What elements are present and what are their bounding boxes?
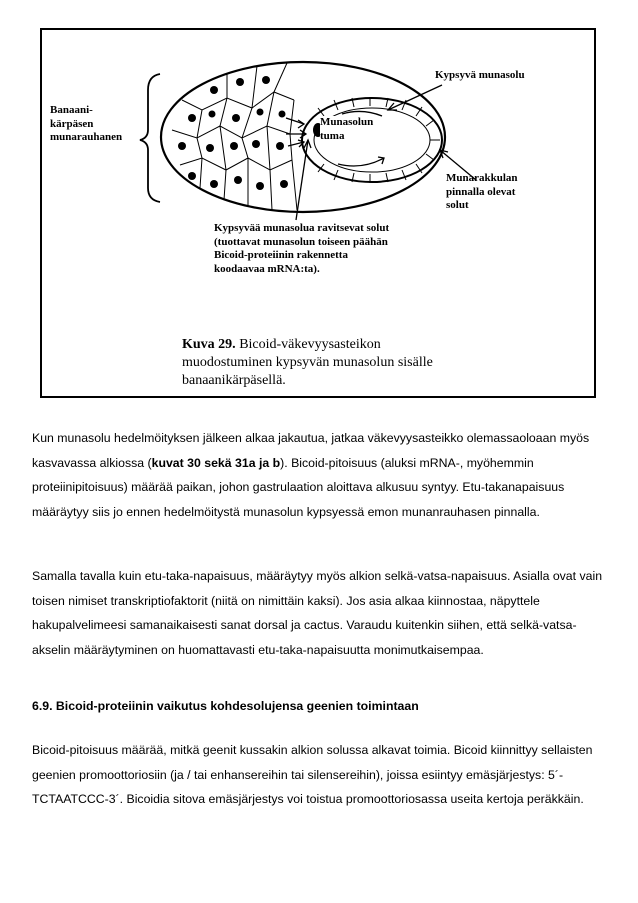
label-nucleus: Munasolun tuma bbox=[320, 116, 374, 142]
label-nurse-cells: Kypsyvää munasolua ravitsevat solut (tuottavat munasolun toiseen päähän Bicoid-proteiinin rakennetta koodaavaa mRNA:ta). bbox=[214, 222, 390, 275]
caption-text: Bicoid-väkevyysasteikon muodostuminen kypsyvän munasolun sisälle banaanikärpäsellä. bbox=[182, 337, 433, 388]
paragraph-3: Bicoid-pitoisuus määrää, mitkä geenit kussakin alkion solussa alkavat toimia. Bicoid kiinnittyy sellaisten geenien promoottoriosiin (ja / tai enhansereihin tai silensereihin), joissa esiintyy emäsjärjestys: 5´-TCTAATCCC-3´. Bicoidia sitova emäsjärjestys voi toistua promoottoriosassa useita kertoja peräkkäin. bbox=[32, 743, 593, 806]
figure-reference: kuvat 30 sekä 31a ja b bbox=[151, 455, 281, 470]
nurse-cell-walls bbox=[172, 63, 297, 210]
figure-caption bbox=[182, 336, 442, 390]
label-follicle-cells: Munarakkulan pinnalla olevat solut bbox=[446, 172, 518, 211]
paragraph-2: Samalla tavalla kuin etu-taka-napaisuus, määräytyy myös alkion selkä-vatsa-napaisuus. Asialla ovat vain toisen nimiset transkriptiofaktorit (niitä on nimittäin kaksi). Jos asia alkaa kiinnostaa, näpyttele hakupalvelimeesi samanaikaisesti sanat dorsal ja cactus. Varaudu kuitenkin siihen, että selkä-vatsa-akselin määräytyminen on huomattavasti etu-taka-napaisuutta monimutkaisempaa. bbox=[32, 569, 603, 657]
label-banana-fly-ovary: Banaani- kärpäsen munarauhanen bbox=[50, 104, 123, 143]
caption-number: Kuva 29. bbox=[182, 337, 236, 352]
paragraph-1-end: ). Bicoid-pitoisuus (aluksi mRNA-, myöhemmin proteiinipitoisuus) määrää paikan, johon gastrulaation aloittava alkusuu syntyy. Etu-takanapaisuus määräytyy siis jo ennen hedelmöitystä munasolun kypsyessä emon munanrauhasen pinnalla. bbox=[32, 455, 565, 519]
paragraph-1-start: Kun munasolu hedelmöityksen jälkeen alkaa jakautua, jatkaa väkevyysasteikko olemassaoloaan myös kasvavassa alkiossa ( bbox=[32, 431, 590, 470]
paragraph-1 bbox=[32, 426, 612, 524]
section-heading: 6.9. Bicoid-proteiinin vaikutus kohdesolujensa geenien toimintaan bbox=[32, 699, 419, 713]
figure-frame bbox=[40, 28, 596, 398]
label-mature-egg: Kypsyvä munasolu bbox=[435, 69, 525, 81]
brace bbox=[140, 74, 160, 202]
